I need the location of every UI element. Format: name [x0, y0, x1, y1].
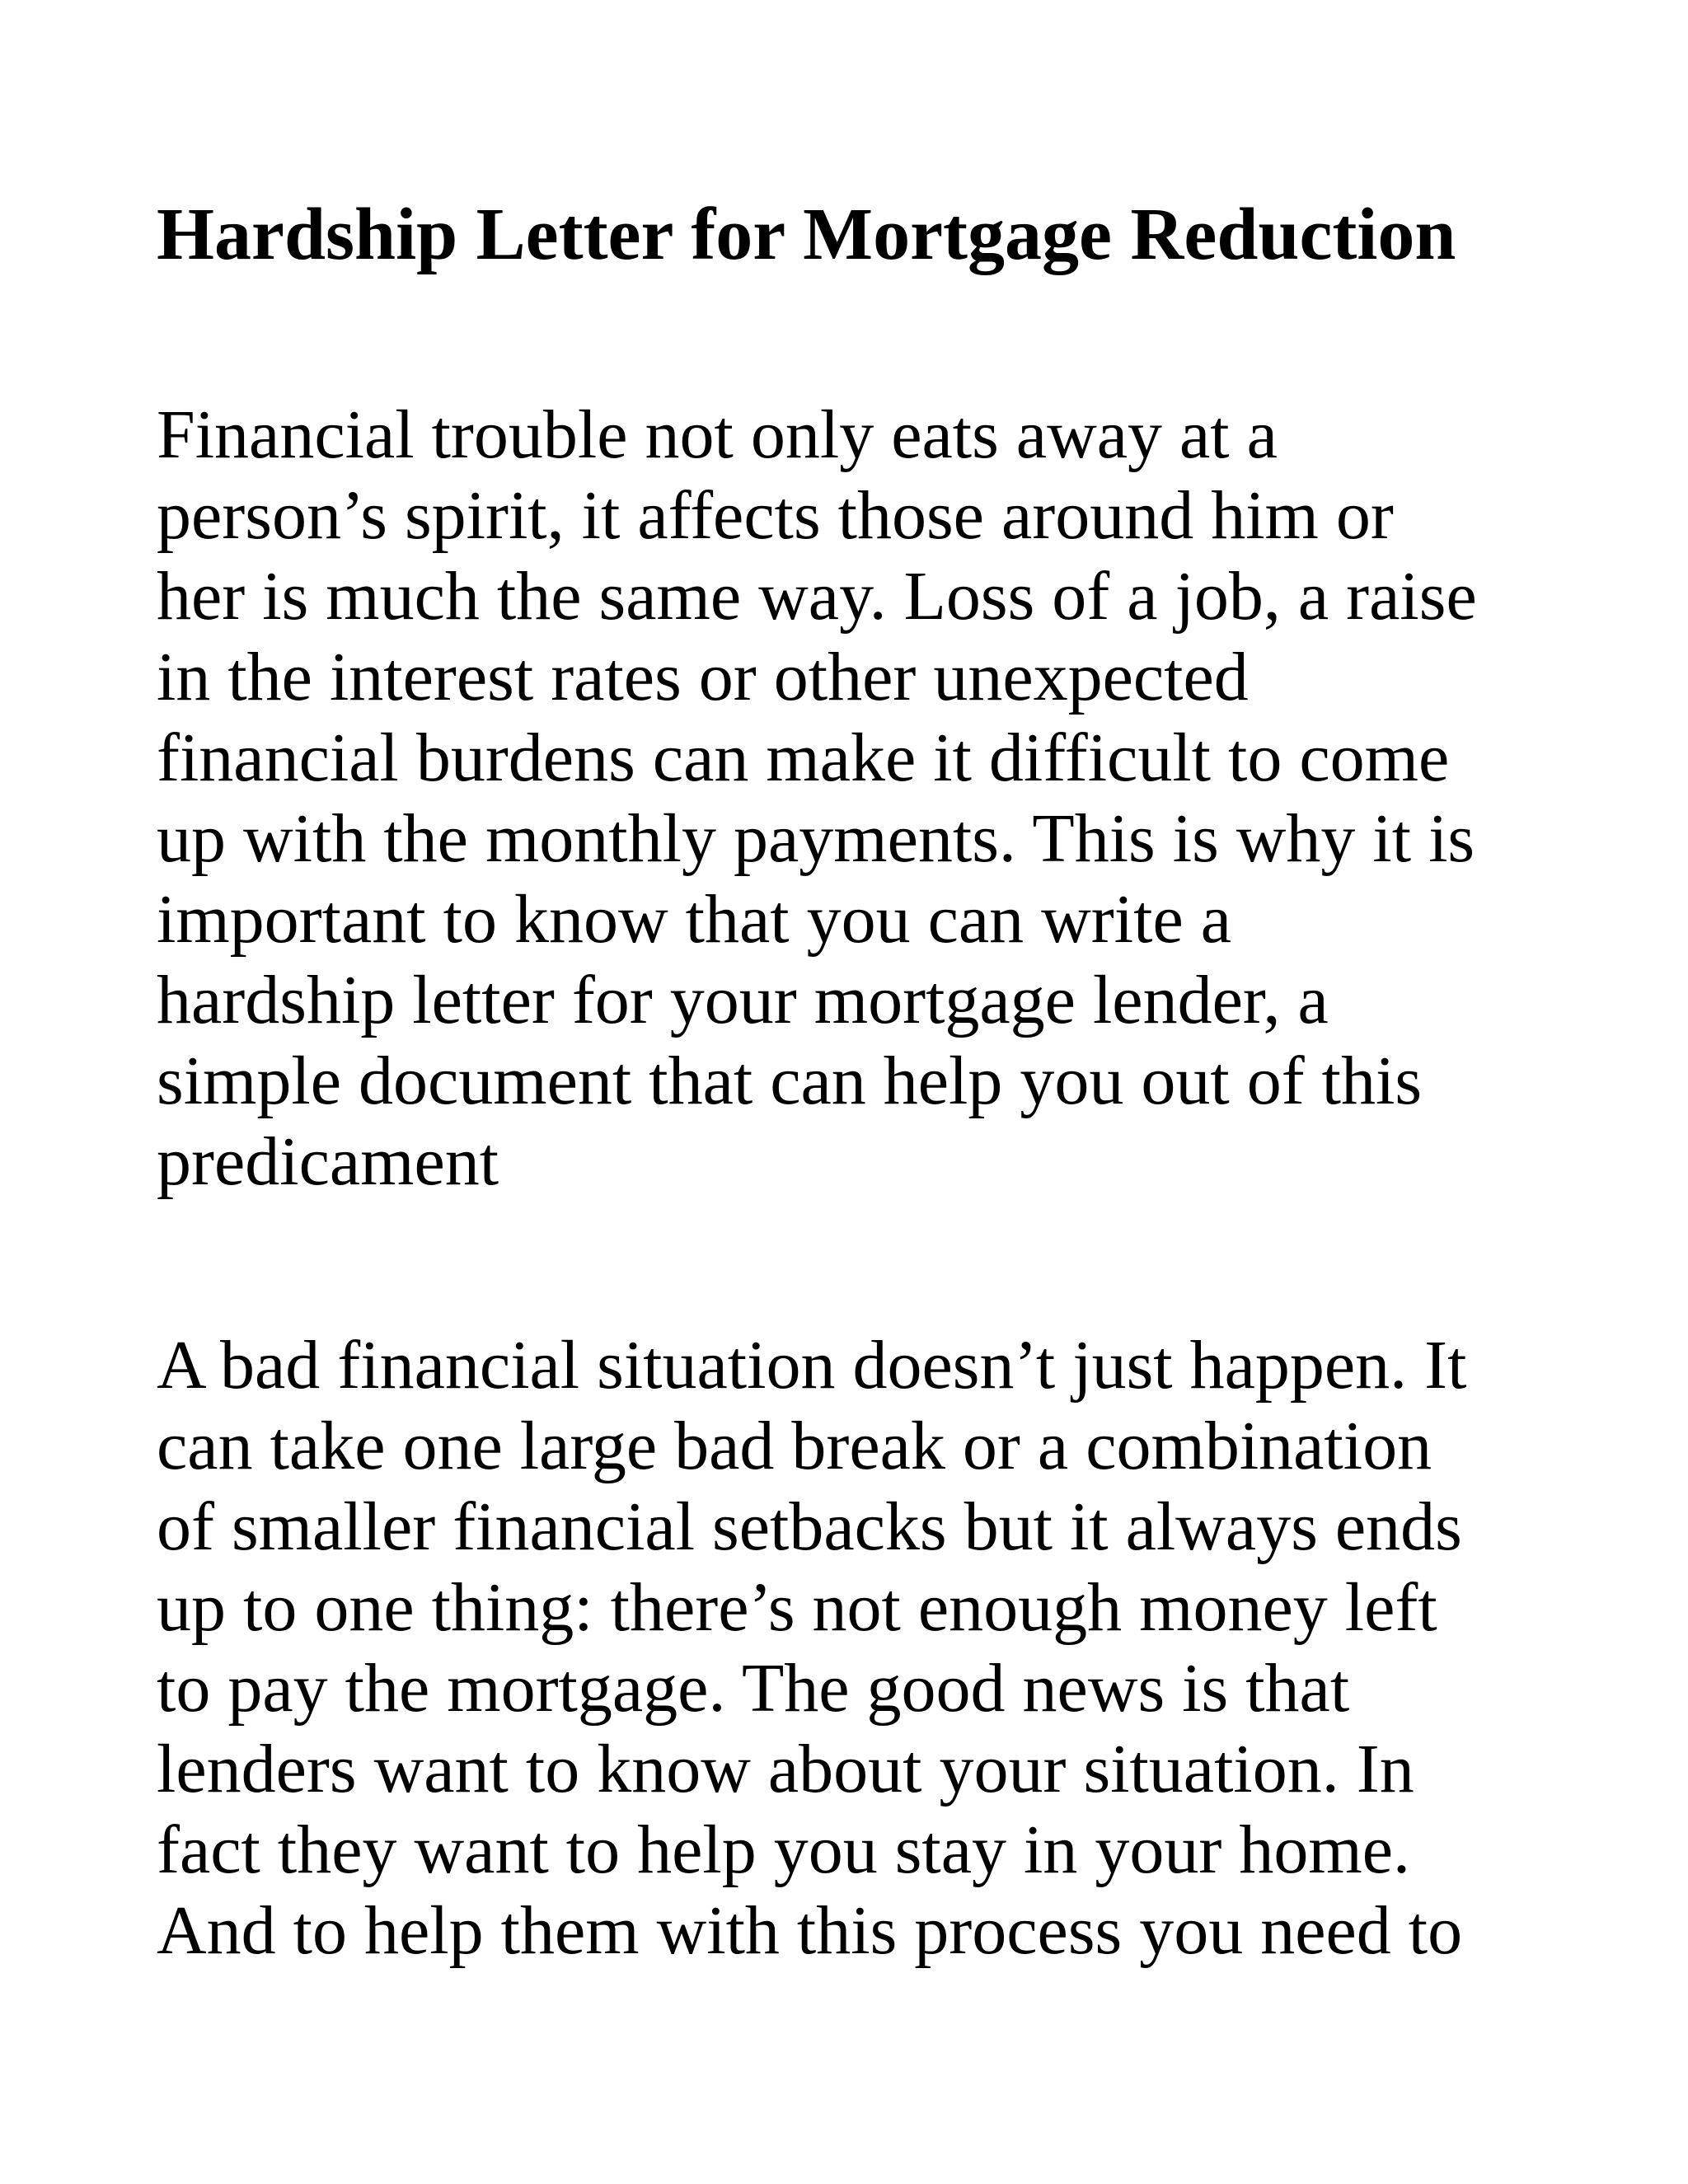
paragraph-line: person’s spirit, it affects those around him or — [157, 477, 1394, 554]
paragraph-situation — [157, 1325, 1466, 1971]
paragraph-line: up with the monthly payments. This is why it is — [157, 800, 1475, 877]
paragraph-line: fact they want to help you stay in your home. — [157, 1811, 1410, 1888]
paragraph-line: financial burdens can make it difficult to come — [157, 719, 1450, 796]
paragraph-line: can take one large bad break or a combination — [157, 1408, 1432, 1484]
paragraph-line: of smaller financial setbacks but it always ends — [157, 1488, 1462, 1565]
paragraph-line: And to help them with this process you need to — [157, 1892, 1463, 1969]
paragraph-line: in the interest rates or other unexpected — [157, 639, 1249, 715]
paragraph-line: Financial trouble not only eats away at a — [157, 396, 1278, 473]
paragraph-line: her is much the same way. Loss of a job, a raise — [157, 558, 1477, 635]
paragraph-line: lenders want to know about your situation. In — [157, 1731, 1414, 1807]
paragraph-line: up to one thing: there’s not enough money left — [157, 1569, 1437, 1646]
document-title: Hardship Letter for Mortgage Reduction — [157, 194, 1456, 275]
paragraph-line: A bad financial situation doesn’t just happen. It — [157, 1327, 1467, 1404]
paragraph-line: simple document that can help you out of this — [157, 1043, 1423, 1119]
paragraph-line: hardship letter for your mortgage lender, a — [157, 962, 1329, 1038]
paragraph-line: important to know that you can write a — [157, 881, 1232, 958]
paragraph-intro — [157, 395, 1477, 1202]
paragraph-line: to pay the mortgage. The good news is that — [157, 1650, 1350, 1727]
paragraph-line: predicament — [157, 1123, 499, 1200]
